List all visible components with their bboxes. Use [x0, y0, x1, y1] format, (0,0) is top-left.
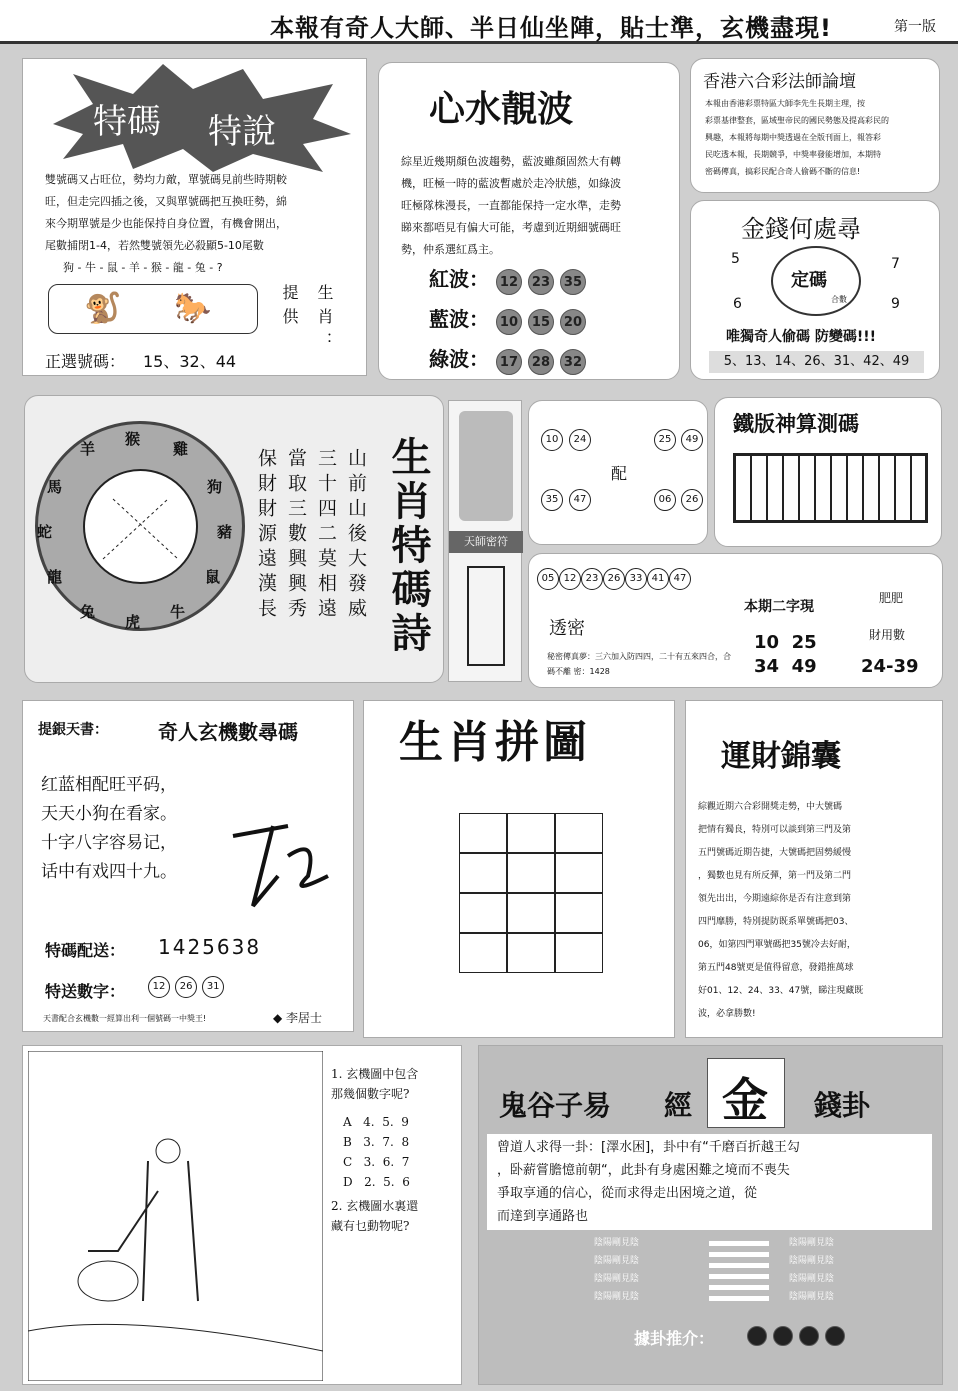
pair-ball: 10	[541, 429, 563, 451]
puzzle-cell[interactable]	[555, 933, 603, 973]
guigu-body: 曾道人求得一卦：[澤水困]，卦中有“千磨百折越王勾 ，卧薪嘗膽憶前朝“，此卦有身處困難之境而不喪失 爭取享通的信心，從而求得走出困境之道，從 而達到享通路也	[487, 1134, 932, 1230]
puzzle-cell[interactable]	[507, 813, 555, 853]
toumi-panel	[528, 553, 943, 688]
qiren-author: ◆ 李居士	[273, 1011, 323, 1025]
puzzle-cell[interactable]	[459, 893, 507, 933]
tema-title-2: 特說	[208, 112, 276, 152]
qiren-poem: 红蓝相配旺平码， 天天小狗在看家。 十字八字容易记， 话中有戏四十九。	[41, 775, 177, 882]
puzzle-cell[interactable]	[507, 853, 555, 893]
gua-push-dots	[747, 1326, 851, 1350]
quiz-option[interactable]: C 3. 6. 7	[343, 1155, 410, 1169]
pintu-title: 生肖拼圖	[399, 717, 591, 768]
quiz-options	[343, 1112, 410, 1192]
wheel-label: 兔	[80, 603, 96, 621]
poem-title: 生肖特碼詩	[385, 436, 431, 656]
tema-panel	[22, 58, 367, 376]
poem-col: 山前山後大發威	[345, 448, 367, 623]
puzzle-cell[interactable]	[555, 813, 603, 853]
master-panel	[690, 58, 940, 193]
pair-ball: 49	[681, 429, 703, 451]
wheel-label: 羊	[80, 440, 96, 458]
farmer-illustration-icon	[28, 1051, 323, 1381]
poem-col: 當取三數興興秀	[285, 448, 307, 623]
wheel-label: 虎	[125, 613, 141, 631]
jinqian-numbers: 5、13、14、26、31、42、49	[709, 351, 924, 373]
wheel-label: 狗	[207, 478, 223, 496]
hexagram-icon	[709, 1241, 769, 1301]
puzzle-cell[interactable]	[459, 853, 507, 893]
yuncai-title: 運財錦囊	[721, 739, 841, 774]
tema-body: 雙號碼又占旺位，勢均力敵，單號碼見前些時期較 旺，但走完四插之後，又與單號碼把互換旺勢，綿 來今期單號是少也能保持自身位置，有機會開出， 尾數捕閉1-4，若然雙號領先必殺顯5-10尾數	[45, 173, 287, 252]
wheel-arrow-icon	[83, 469, 198, 584]
guigu-big: 金	[722, 1073, 768, 1127]
jinqian-slogan: 唯獨奇人偷碼 防變碼!!!	[726, 329, 877, 345]
gua-push-label: 據卦推介：	[634, 1329, 715, 1348]
pick-value: 15、32、44	[143, 352, 237, 371]
pair-ball: 25	[654, 429, 676, 451]
horse-icon: 🐎	[174, 291, 212, 326]
range-title: 肥肥	[879, 591, 904, 605]
qiren-head: 提銀天書：	[38, 722, 108, 738]
jinqian-sub: 合數	[831, 295, 847, 304]
send-label: 特送數字：	[45, 982, 126, 1001]
animal-label: 生肖：	[315, 284, 334, 356]
pair-panel	[528, 400, 708, 545]
wave-row: 綠波： 17 28 32	[429, 343, 592, 375]
abacus-title: 鐵版神算測碼	[733, 412, 859, 436]
xinshui-title: 心水靚波	[429, 88, 574, 130]
quiz-option[interactable]: B 3. 7. 8	[343, 1135, 410, 1149]
wheel-label: 鼠	[205, 568, 221, 586]
abacus-icon	[733, 453, 928, 523]
pair-ball: 35	[541, 489, 563, 511]
gua-lines: 陰陽剛見陰 陰陽剛見陰 陰陽剛見陰 陰陽剛見陰	[594, 1238, 640, 1302]
gua-lines: 陰陽剛見陰 陰陽剛見陰 陰陽剛見陰 陰陽剛見陰	[789, 1238, 835, 1302]
puzzle-cell[interactable]	[555, 893, 603, 933]
talisman-icon	[467, 566, 505, 666]
tema-title-1: 特碼	[93, 102, 161, 142]
puzzle-cell[interactable]	[555, 853, 603, 893]
header-title: 本報有奇人大師、半日仙坐陣，貼士準，玄機盡現!	[270, 14, 832, 42]
page-header	[0, 0, 958, 44]
guigu-title-c: 錢卦	[814, 1089, 871, 1122]
pair-mid: 配	[611, 464, 628, 483]
wheel-label: 牛	[170, 603, 186, 621]
dial-number: 7	[891, 256, 900, 272]
starburst-icon	[33, 64, 353, 174]
yuncai-panel	[685, 700, 943, 1038]
puzzle-cell[interactable]	[459, 933, 507, 973]
wheel-label: 猴	[125, 430, 141, 448]
pick-label: 正選號碼：	[45, 352, 126, 371]
quiz-option[interactable]: D 2. 5. 6	[343, 1175, 410, 1189]
toumi-label: 透密	[549, 618, 585, 639]
guigu-title-b: 經	[664, 1089, 693, 1122]
puzzle-cell[interactable]	[459, 813, 507, 853]
pair-ball: 47	[569, 489, 591, 511]
wheel-label: 馬	[47, 478, 63, 496]
wheel-label: 龍	[47, 568, 63, 586]
range-sub: 財用數	[869, 628, 906, 642]
xinshui-body: 綜星近幾期顏色波趨勢，藍波雖顏固然大有轉 機，旺極一時的藍波暫處於走冷狀態，如綠波 旺極隊株漫長，一直都能保持一定水準，走勢 睇來都唔見有偏大可能，考慮到近期細號碼旺 勢，仲系選紅爲主。	[401, 155, 621, 256]
toumi-verse: 秘密傳真夢：三六加入防四四，二十有五來四合，合碼不離 密：1428	[547, 652, 731, 676]
signature-icon	[228, 816, 338, 916]
range-value: 24-39	[861, 656, 919, 677]
wheel-label: 蛇	[37, 523, 53, 541]
guigu-panel	[478, 1045, 943, 1385]
pair-ball: 24	[569, 429, 591, 451]
twochar-line: 10 25	[754, 632, 817, 653]
qiren-title: 奇人玄機數尋碼	[158, 720, 298, 744]
provide-label: 提供	[280, 284, 299, 332]
tianshi-panel	[448, 400, 522, 682]
abacus-panel	[714, 397, 942, 547]
qiren-panel	[22, 700, 354, 1032]
jinqian-panel	[690, 200, 940, 380]
pintu-panel	[363, 700, 675, 1038]
poem-panel	[24, 395, 444, 683]
poem-col: 三十四二莫相遠	[315, 448, 337, 623]
tianshi-label: 天師密符	[449, 531, 523, 553]
jinqian-center: 定碼	[791, 270, 827, 291]
pair-ball: 26	[681, 489, 703, 511]
pair-ball: 06	[654, 489, 676, 511]
monkey-icon: 🐒	[84, 291, 122, 326]
animal-frame	[48, 284, 258, 334]
jinqian-title: 金錢何處尋	[741, 215, 861, 243]
te-value: 1425638	[158, 935, 262, 959]
dial-number: 6	[733, 296, 742, 312]
yuncai-body: 綜觀近期六合彩開獎走勢，中大號碼 把情有獨良，特別可以談到第三門及第 五門號碼近期告捷，大號碼把固勢緩慢 ，獨數也見有所反彈，第一門及第二門 領先出出，今期遠綜你是否有注意到第 四門靡勝，特別提防既系單號碼把03、 06，如第四門單號碼把35號冷去好耐， 第五門48號更是值得留意，發錯推萬球 好01、12、24、33、47號，睇注現藏既 波，必拿勝數!	[698, 802, 864, 1019]
twochar-line: 34 49	[754, 656, 817, 677]
xinshui-panel	[378, 62, 680, 380]
toumi-balls: 05 12 23 26 33 41 47	[537, 566, 691, 590]
quiz-option[interactable]: A 4. 5. 9	[343, 1115, 409, 1129]
zodiac-hint: 狗 - 牛 - 鼠 - 羊 - 猴 - 龍 - 兔 - ?	[63, 261, 223, 274]
send-balls: 12 26 31	[148, 974, 224, 998]
quiz-q1: 1. 玄機圖中包含 那幾個數字呢?	[331, 1067, 419, 1101]
quiz-q2: 2. 玄機圖水裏還 藏有乜動物呢?	[331, 1199, 419, 1233]
wave-row: 紅波： 12 23 35	[429, 263, 592, 295]
guigu-title-a: 鬼谷子易	[499, 1089, 612, 1122]
twochar-title: 本期二字現	[744, 599, 814, 615]
qiren-footer: 天書配合玄機數一經算出利一個號碼一中獎王!	[43, 1014, 207, 1023]
master-body: 本報由香港彩票特區大師李先生長期主理，按 彩票基律整套，區域聖帝民的國民勢態及提高彩民的 興趣，本報將每期中獎透過在全版刊面上，報答彩 民吃透本報，長期競爭，中獎率發能增加，本期特 密碼傳真，搞彩民配合奇人偷碼不斷的信息!	[705, 99, 889, 176]
dial-number: 9	[891, 296, 900, 312]
dial-number: 5	[731, 251, 740, 267]
te-label: 特碼配送：	[45, 941, 126, 960]
wheel-label: 雞	[173, 440, 189, 458]
puzzle-cell[interactable]	[507, 933, 555, 973]
master-title: 香港六合彩法師論壇	[703, 72, 856, 92]
wheel-label: 豬	[217, 523, 233, 541]
master-portrait-icon	[459, 411, 513, 521]
zodiac-wheel	[35, 421, 245, 631]
wave-row: 藍波： 10 15 20	[429, 303, 592, 335]
puzzle-cell[interactable]	[507, 893, 555, 933]
quiz-panel	[22, 1045, 462, 1385]
edition-label: 第一版	[894, 19, 936, 35]
poem-col: 保財財源遠漢長	[255, 448, 277, 623]
